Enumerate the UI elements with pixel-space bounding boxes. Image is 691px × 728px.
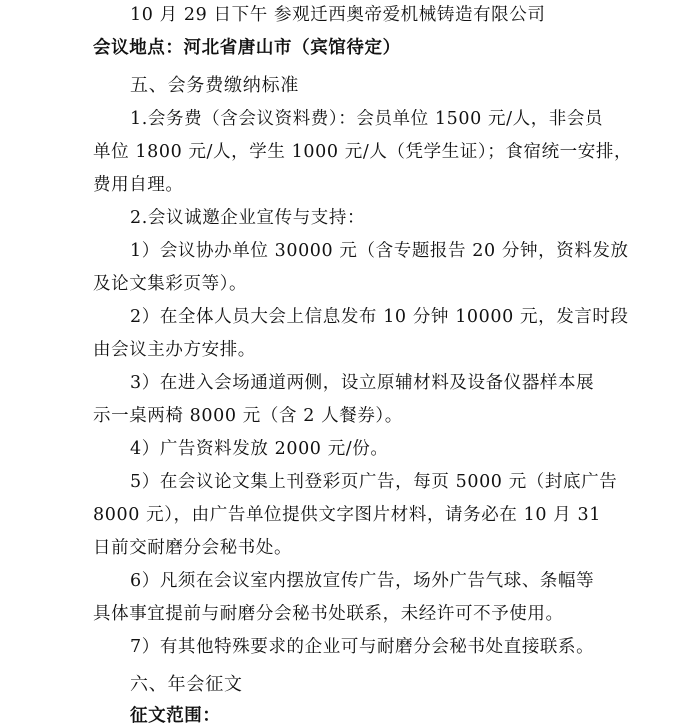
- meeting-location: 会议地点：河北省唐山市（宾馆待定）: [93, 38, 401, 58]
- essay-scope-label: 征文范围：: [130, 706, 221, 726]
- support-item-6-line-2: 具体事宜提前与耐磨分会秘书处联系，未经许可不予使用。: [93, 604, 564, 624]
- section-five-heading: 五、会务费缴纳标准: [130, 75, 300, 96]
- support-item-3-line-1: 3）在进入会场通道两侧，设立原辅材料及设备仪器样本展: [130, 373, 595, 393]
- section-six-heading: 六、年会征文: [130, 674, 243, 695]
- support-item-5-line-1: 5）在会议论文集上刊登彩页广告，每页 5000 元（封底广告: [130, 472, 618, 492]
- fee-item-1-line-1: 1.会务费（含会议资料费）：会员单位 1500 元/人，非会员: [130, 109, 604, 129]
- support-item-5-line-2: 8000 元），由广告单位提供文字图片材料，请务必在 10 月 31: [93, 505, 601, 525]
- support-item-6-line-1: 6）凡须在会议室内摆放宣传广告，场外广告气球、条幅等: [130, 571, 595, 591]
- support-item-5-line-3: 日前交耐磨分会秘书处。: [93, 538, 293, 558]
- fee-item-1-line-3: 费用自理。: [93, 175, 184, 195]
- support-item-4: 4）广告资料发放 2000 元/份。: [130, 439, 389, 459]
- support-item-2-line-2: 由会议主办方安排。: [93, 340, 256, 360]
- support-item-2-line-1: 2）在全体人员大会上信息发布 10 分钟 10000 元，发言时段: [130, 307, 629, 327]
- support-item-1-line-2: 及论文集彩页等）。: [93, 274, 248, 294]
- support-item-3-line-2: 示一桌两椅 8000 元（含 2 人餐券）。: [93, 406, 403, 426]
- fee-item-2-heading: 2.会议诚邀企业宣传与支持：: [130, 208, 366, 228]
- visit-schedule-line: 10 月 29 日下午 参观迁西奥帝爱机械铸造有限公司: [130, 5, 546, 25]
- fee-item-1-line-2: 单位 1800 元/人，学生 1000 元/人（凭学生证）；食宿统一安排，: [93, 142, 633, 162]
- support-item-1-line-1: 1）会议协办单位 30000 元（含专题报告 20 分钟，资料发放: [130, 241, 629, 261]
- support-item-7: 7）有其他特殊要求的企业可与耐磨分会秘书处直接联系。: [130, 637, 595, 657]
